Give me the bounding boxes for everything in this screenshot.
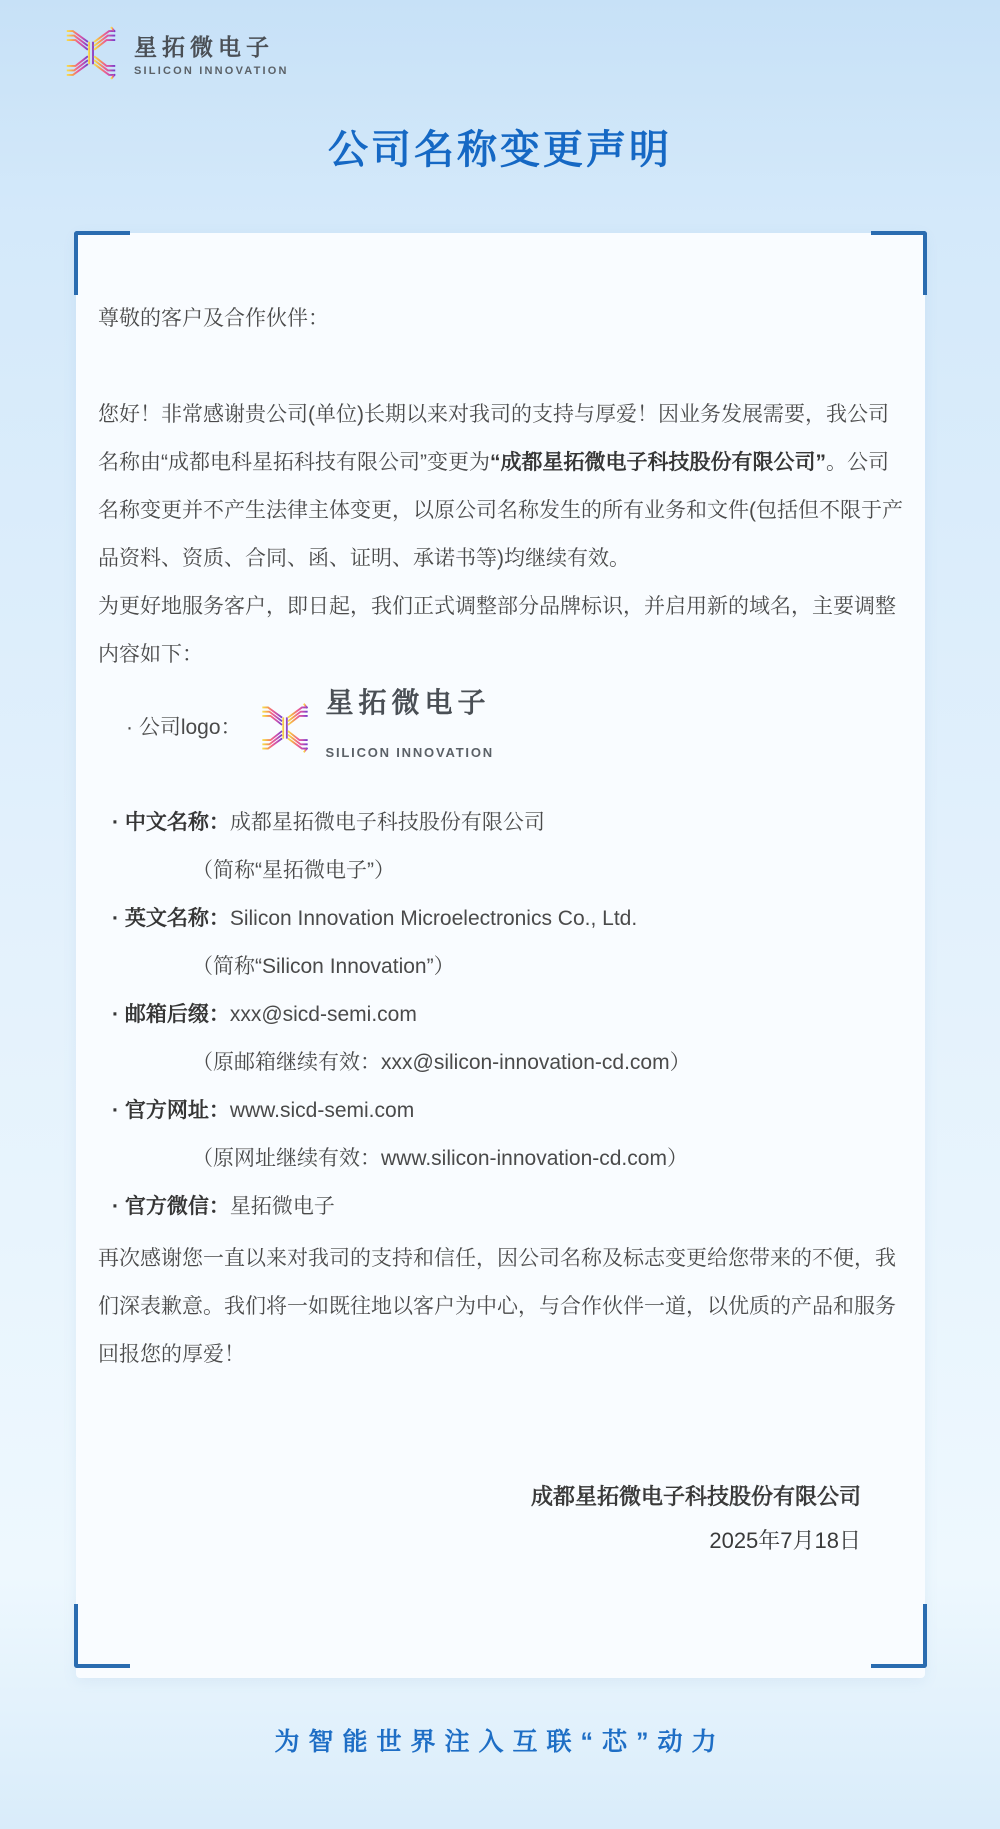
header-brand [60,24,289,82]
logo-item-label: · 公司logo： [126,716,242,739]
paragraph-1-text: 您好！非常感谢贵公司(单位)长期以来对我司的支持与厚爱！因业务发展需要，我公司名称由“成都电科星拓科技有限公司”变更为 [98,403,889,474]
inline-brand-name-cn: 星拓微电子 [325,687,491,718]
paragraph-1 [98,391,903,583]
paragraph-2: 为更好地服务客户，即日起，我们正式调整部分品牌标识，并启用新的域名，主要调整内容如下： [98,595,896,666]
list-item [112,895,903,991]
item-note: （原邮箱继续有效：xxx@silicon-innovation-cd.com） [192,1051,691,1074]
item-label: · 官方微信： [112,1195,230,1218]
corner-bracket-bottom-right [871,1604,927,1668]
inline-brand-text [326,679,494,777]
list-item [112,1087,903,1183]
list-item [112,1183,903,1231]
change-items-list [98,799,903,1231]
item-note: （原网址继续有效：www.silicon-innovation-cd.com） [192,1147,688,1170]
corner-bracket-bottom-left [74,1604,130,1668]
item-label: · 中文名称： [112,811,230,834]
item-label: · 英文名称： [112,907,230,930]
new-company-name-bold: “成都星拓微电子科技股份有限公司” [490,451,826,474]
company-logo-icon [256,701,314,755]
item-value: Silicon Innovation Microelectronics Co., Ltd. [229,907,638,930]
brand-name-cn: 星拓微电子 [134,34,274,60]
item-value: 星拓微电子 [229,1195,335,1218]
list-item [112,799,903,895]
footer-tagline: 为智能世界注入互联“芯”动力 [274,1728,726,1756]
list-item [112,991,903,1087]
company-logo-icon [60,24,122,82]
signature-block [98,1475,903,1563]
corner-bracket-top-right [871,231,927,295]
salutation: 尊敬的客户及合作伙伴： [98,307,329,330]
corner-bracket-top-left [74,231,130,295]
logo-list-item [98,685,903,771]
signature-company: 成都星拓微电子科技股份有限公司 [530,1484,861,1509]
item-value: xxx@sicd-semi.com [229,1003,417,1026]
item-label: · 官方网址： [112,1099,230,1122]
brand-text [134,29,289,77]
signature-date: 2025年7月18日 [709,1528,861,1553]
closing-paragraph: 再次感谢您一直以来对我司的支持和信任，因公司名称及标志变更给您带来的不便，我们深表歉意。我们将一如既往地以客户为中心，与合作伙伴一道，以优质的产品和服务回报您的厚爱！ [98,1247,896,1366]
item-value: 成都星拓微电子科技股份有限公司 [229,811,545,834]
item-value: www.sicd-semi.com [229,1099,415,1122]
page-title: 公司名称变更声明 [328,128,672,172]
item-note: （简称“星拓微电子”） [192,859,395,882]
announcement-card [76,233,925,1678]
letter-content [76,233,925,1563]
item-note: （简称“Silicon Innovation”） [192,955,455,978]
inline-brand-name-en: SILICON INNOVATION [325,745,494,760]
brand-name-en: SILICON INNOVATION [134,65,289,77]
inline-brand-logo [256,679,494,777]
paragraph-1-tail: 。公司名称变更并不产生法律主体变更，以原公司名称发生的所有业务和文件(包括但不限于产品资料、资质、合同、函、证明、承诺书等)均继续有效。 [98,451,903,570]
item-label: · 邮箱后缀： [112,1003,230,1026]
